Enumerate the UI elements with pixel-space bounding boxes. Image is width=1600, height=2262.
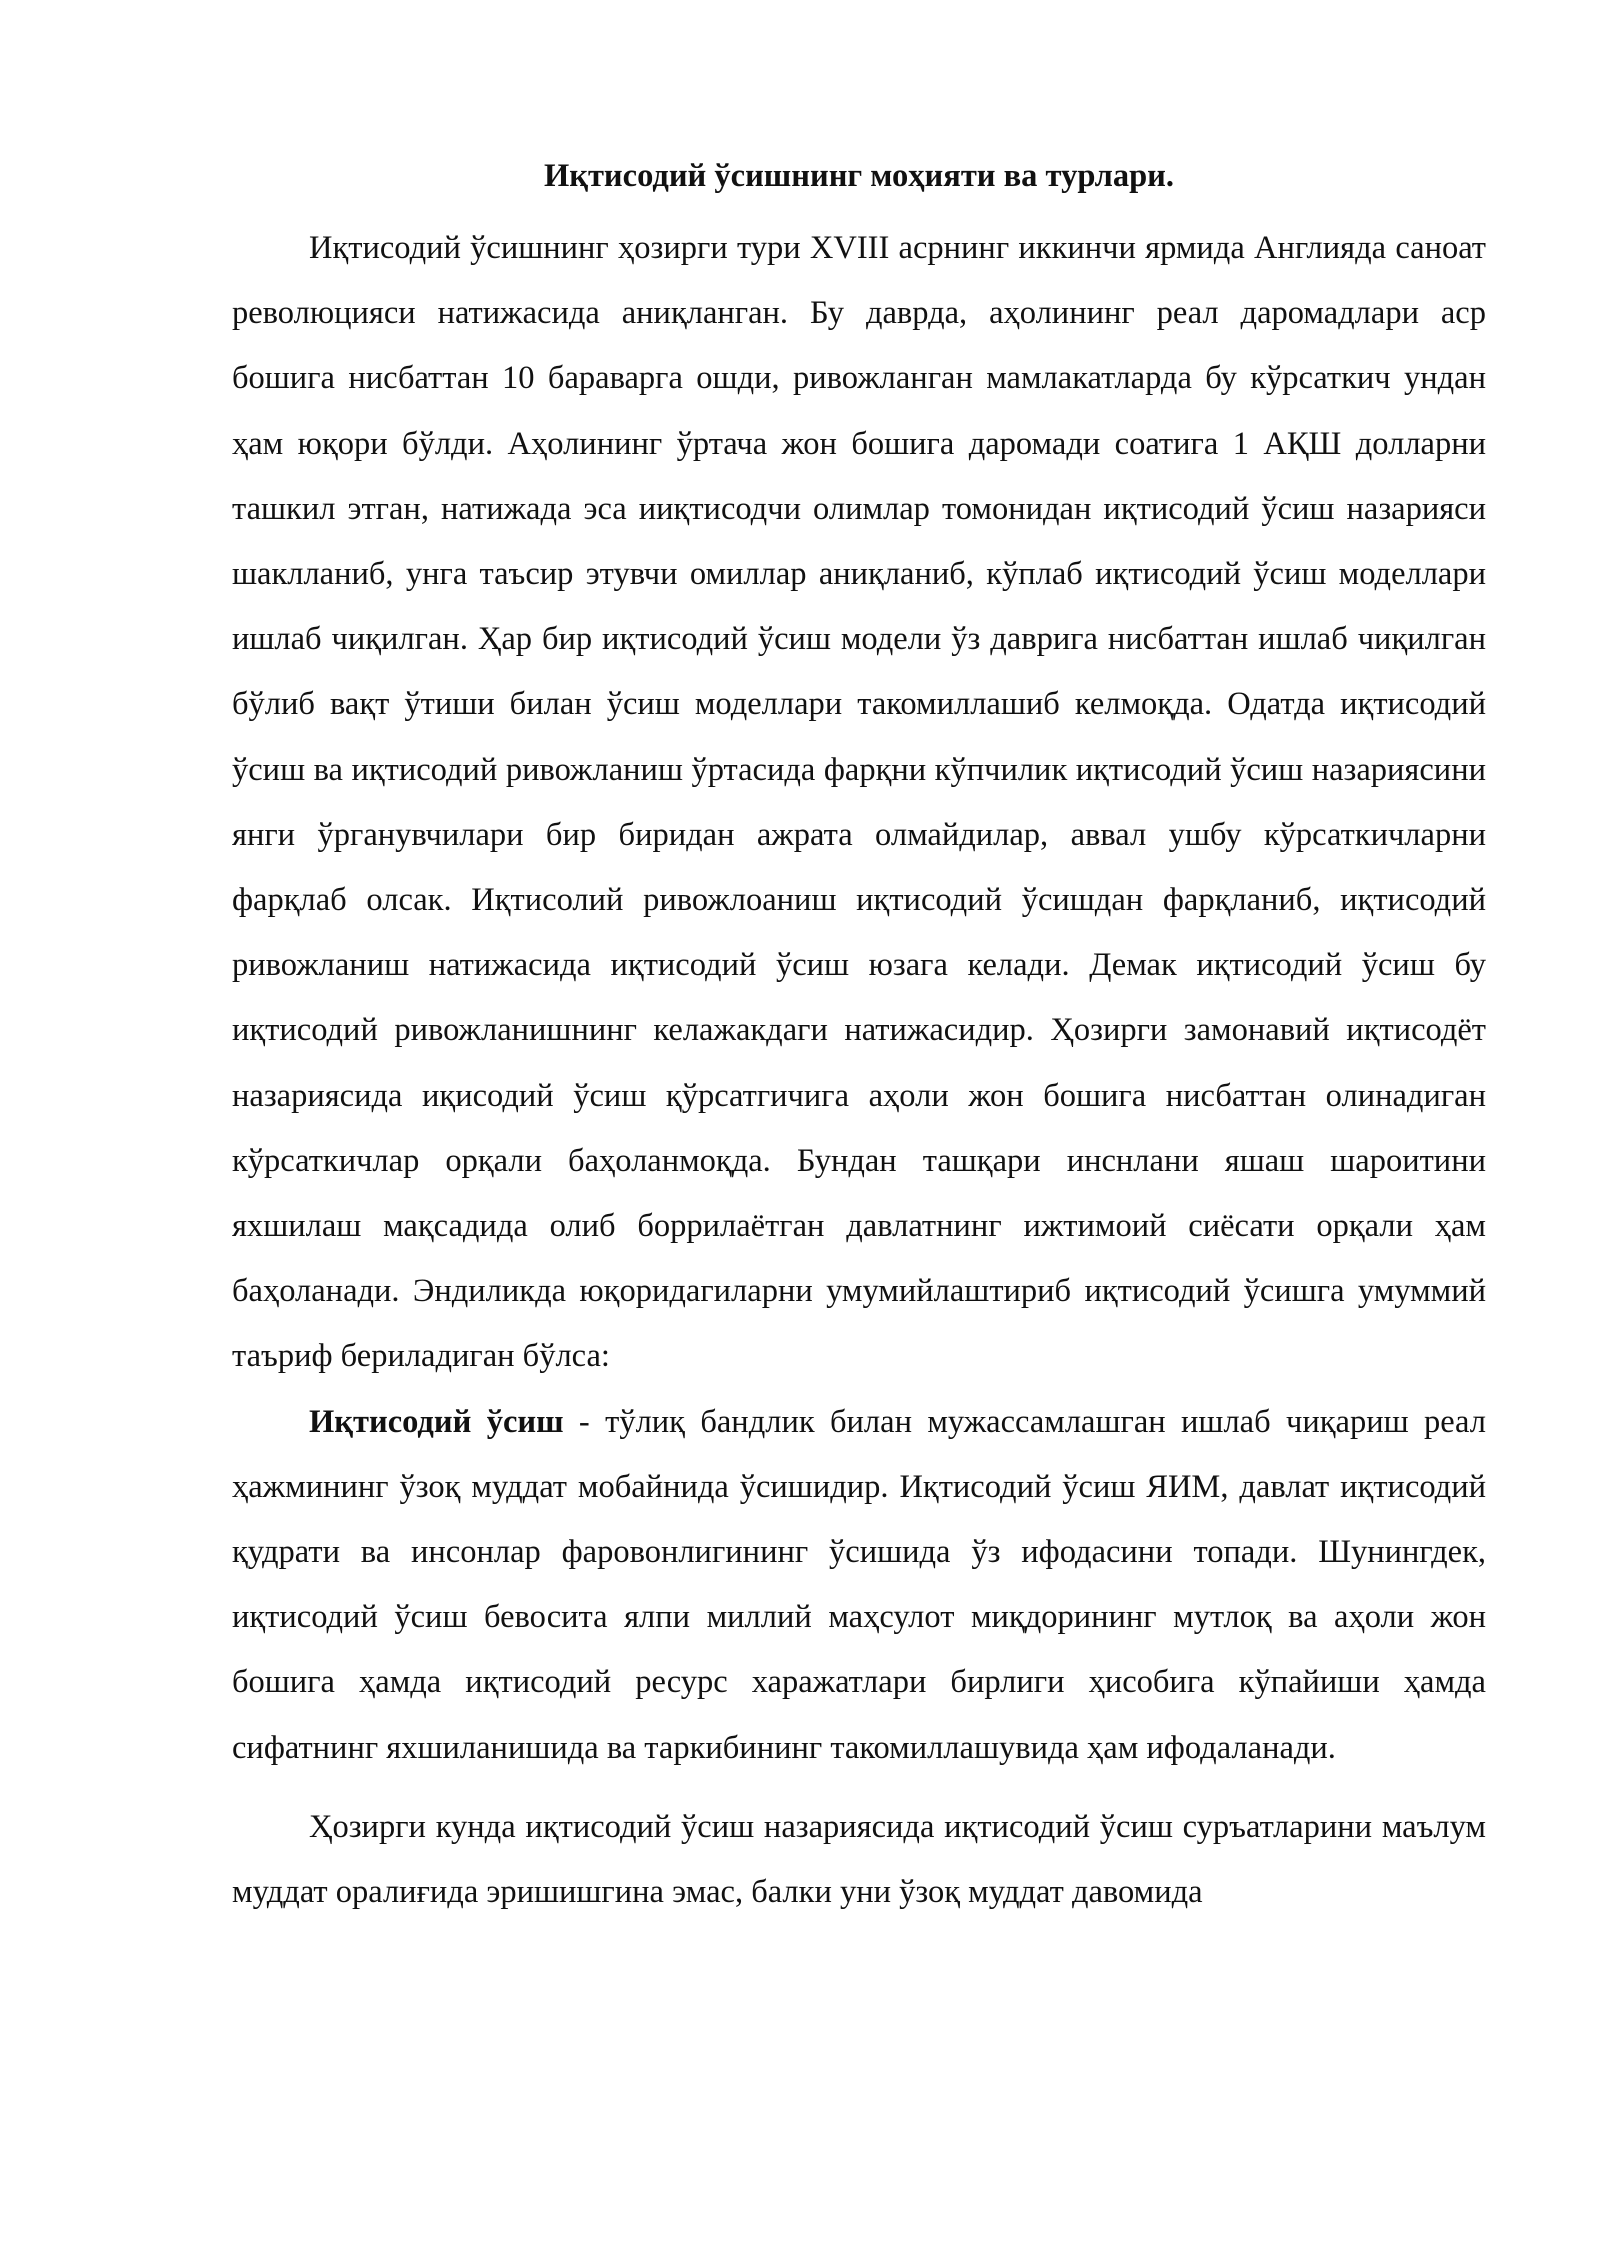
paragraph-current-theory: Ҳозирги кунда иқтисодий ўсиш назариясида иқтисодий ўсиш суръатларини маълум муддат оралиғида эришишгина эмас, балки уни ўзоқ муддат давомида: [232, 1808, 1486, 1911]
definition-term: Иқтисодий ўсиш: [309, 1403, 564, 1440]
paragraph-history: Иқтисодий ўсишнинг ҳозирги тури XVIII асрнинг иккинчи ярмида Англияда саноат революцияси натижасида аниқланган. Бу даврда, аҳолининг реал даромадлари аср бошига нисбаттан 10 бараварга ошди, ривожланган мамлакатларда бу кўрсаткич ундан ҳам юқори бўлди. Аҳолининг ўртача жон бошига даромади соатига 1 АҚШ долларни ташкил этган, натижада эса ииқтисодчи олимлар томонидан иқтисодий ўсиш назарияси шаклланиб, унга таъсир этувчи омиллар аниқланиб, кўплаб иқтисодий ўсиш моделлари ишлаб чиқилган. Ҳар бир иқтисодий ўсиш модели ўз даврига нисбаттан ишлаб чиқилган бўлиб вақт ўтиши билан ўсиш моделлари такомиллашиб келмоқда. Одатда иқтисодий ўсиш ва иқтисодий ривожланиш ўртасида фарқни кўпчилик иқтисодий ўсиш назариясини янги ўрганувчилари бир биридан ажрата олмайдилар, аввал ушбу кўрсаткичларни фарқлаб олсак. Иқтисолий ривожлоаниш иқтисодий ўсишдан фарқланиб, иқтисодий ривожланиш натижасида иқтисодий ўсиш юзага келади. Демак иқтисодий ўсиш бу иқтисодий ривожланишнинг келажакдаги натижасидир. Ҳозирги замонавий иқтисодёт назариясида иқисодий ўсиш қўрсатгичига аҳоли жон бошига нисбаттан олинадиган кўрсаткичлар орқали баҳоланмоқда. Бундан ташқари инснлани яшаш шароитини яхшилаш мақсадида олиб боррилаётган давлатнинг ижтимоий сиёсати орқали ҳам баҳоланади. Эндиликда юқоридагиларни умумийлаштириб иқтисодий ўсишга умуммий таъриф бериладиган бўлса:: [232, 230, 1486, 1375]
definition-text: - тўлиқ бандлик билан мужассамлашган ишлаб чиқариш реал ҳажмининг ўзоқ муддат мобайнида ўсишидир. Иқтисодий ўсиш ЯИМ, давлат иқтисодий қудрати ва инсонлар фаровонлигининг ўсишида ўз ифодасини топади. Шунингдек, иқтисодий ўсиш бевосита ялпи миллий маҳсулот миқдорининг мутлоқ ва аҳоли жон бошига ҳамда иқтисодий ресурс харажатлари бирлиги ҳисобига кўпайиши ҳамда сифатнинг яхшиланишида ва таркибининг такомиллашувида ҳам ифодаланади.: [232, 1403, 1486, 1766]
paragraph-definition: [232, 1390, 1486, 1781]
document-title: Иқтисодий ўсишнинг моҳияти ва турлари.: [543, 158, 1175, 194]
document-body: [232, 150, 1486, 1925]
